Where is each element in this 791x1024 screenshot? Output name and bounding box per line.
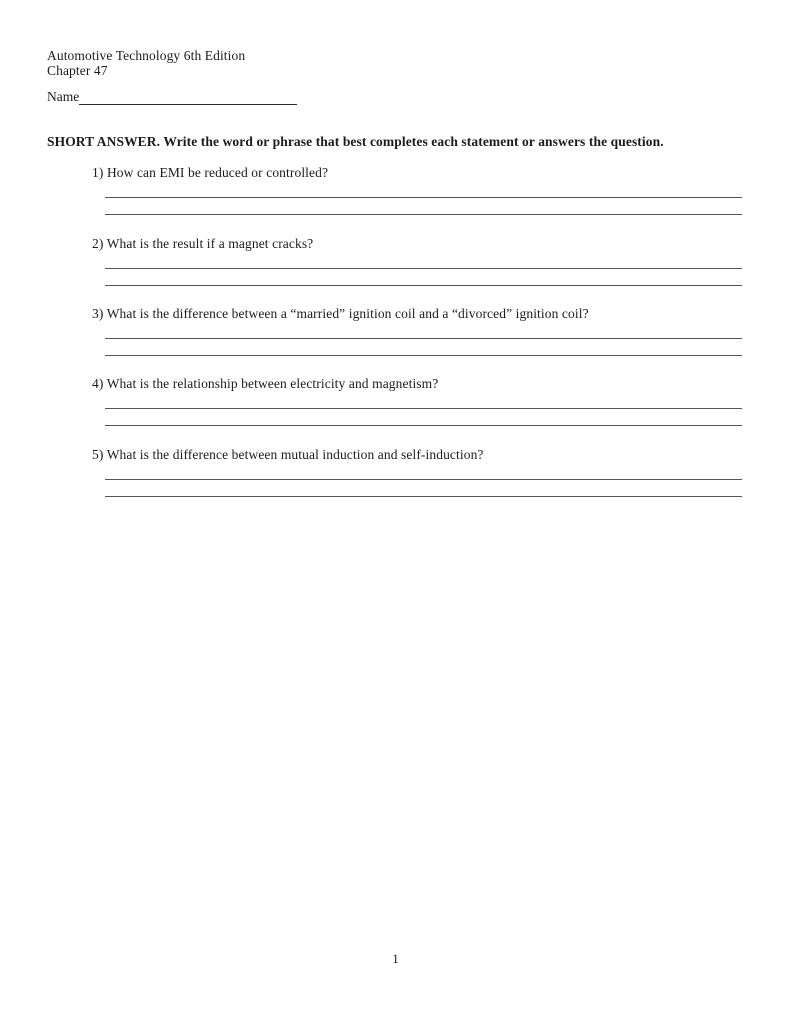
question-body: What is the difference between a “married” ignition coil and a “divorced” ignition coil? — [106, 306, 589, 321]
answer-line — [105, 339, 742, 356]
question-text — [92, 305, 742, 323]
question-number: 1) — [92, 165, 104, 180]
answer-line — [105, 464, 742, 480]
question-number: 5) — [92, 447, 104, 462]
book-title: Automotive Technology 6th Edition — [47, 48, 246, 63]
question-item-4 — [92, 375, 742, 426]
question-body: What is the result if a magnet cracks? — [106, 236, 314, 251]
question-body: What is the difference between mutual induction and self-induction? — [106, 447, 484, 462]
question-text — [92, 235, 742, 253]
answer-line — [105, 253, 742, 269]
question-number: 4) — [92, 376, 104, 391]
name-blank-line — [79, 90, 297, 105]
answer-line — [105, 323, 742, 339]
answer-line — [105, 480, 742, 497]
document-header — [47, 48, 245, 78]
question-body: What is the relationship between electricity and magnetism? — [106, 376, 439, 391]
question-item-2 — [92, 235, 742, 286]
answer-line — [105, 182, 742, 198]
question-item-1 — [92, 164, 742, 215]
section-heading: SHORT ANSWER. Write the word or phrase that best completes each statement or answers the question. — [47, 134, 664, 149]
answer-line — [105, 409, 742, 426]
question-number: 3) — [92, 306, 104, 321]
answer-line — [105, 269, 742, 286]
chapter-label: Chapter 47 — [47, 63, 108, 78]
question-text — [92, 446, 742, 464]
name-label: Name — [47, 89, 80, 104]
question-item-3 — [92, 305, 742, 356]
question-text — [92, 164, 742, 182]
question-text — [92, 375, 742, 393]
question-number: 2) — [92, 236, 104, 251]
answer-line — [105, 393, 742, 409]
answer-line — [105, 198, 742, 215]
name-row — [47, 89, 297, 105]
question-item-5 — [92, 446, 742, 497]
question-body: How can EMI be reduced or controlled? — [106, 165, 329, 180]
page-number: 1 — [392, 951, 399, 966]
